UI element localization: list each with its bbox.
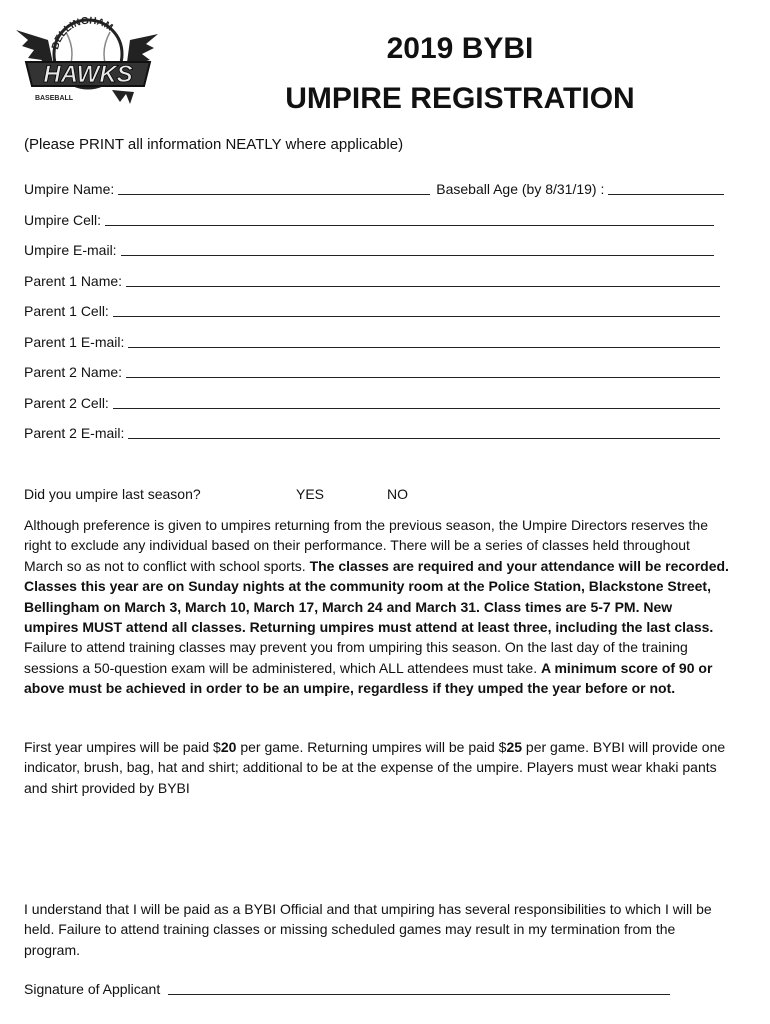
question-text: Did you umpire last season? — [24, 486, 201, 502]
policy-paragraph — [24, 515, 730, 699]
policy-text-1: Although preference is given to umpires returning from the previous season, the Umpire Directors reserves the right to exclude any individual based on their performance. There will be a series of classes held throughout March so as not to conflict with school sports. — [24, 517, 708, 574]
umpire-email-label: Umpire E-mail: — [24, 242, 117, 258]
logo-top-text: BELLINGHAM — [50, 15, 115, 51]
logo-main-text: HAWKS — [43, 61, 133, 88]
parent2-name-label: Parent 2 Name: — [24, 364, 123, 380]
parent2-email-field[interactable] — [128, 424, 720, 439]
first-year-pay: 20 — [220, 739, 237, 755]
signature-row — [24, 980, 670, 997]
policy-text-minimum-score: A minimum score of 90 or above must be achieved in order to be an umpire, regardless if they umped the year before or not. — [24, 659, 713, 697]
pay-text-1: First year umpires will be paid $ — [24, 739, 221, 755]
parent1-cell-row — [24, 302, 720, 319]
logo-talon — [112, 90, 134, 104]
umpire-cell-field[interactable] — [105, 211, 714, 226]
page-title-year: 2019 BYBI — [386, 32, 534, 65]
umpire-cell-row — [24, 211, 714, 228]
umpire-name-row — [24, 180, 724, 197]
parent1-name-row — [24, 272, 720, 289]
umpire-email-field[interactable] — [121, 241, 714, 256]
policy-text-3: Failure to attend training classes may prevent you from umpiring this season. On the last day of the training sessions a 50-question exam will be administered, which ALL attendees must take. — [24, 639, 688, 676]
umpire-name-field[interactable] — [118, 180, 430, 195]
parent2-email-label: Parent 2 E-mail: — [24, 425, 125, 441]
parent2-cell-row — [24, 394, 720, 411]
parent1-name-field[interactable] — [126, 272, 720, 287]
logo-bottom-text: BASEBALL — [34, 95, 74, 102]
pay-paragraph — [24, 737, 730, 798]
parent2-cell-label: Parent 2 Cell: — [24, 395, 109, 411]
instructions-text: (Please PRINT all information NEATLY where applicable) — [24, 136, 404, 153]
signature-label: Signature of Applicant — [24, 981, 161, 997]
parent1-cell-field[interactable] — [113, 302, 720, 317]
pay-text-3: per game. BYBI will provide one indicator, brush, bag, hat and shirt; additional to be at the expense of the umpire. Players must wear khaki pants and shirt provided by BYBI — [24, 739, 726, 796]
page-title: UMPIRE REGISTRATION — [285, 82, 635, 115]
yes-option[interactable]: YES — [296, 486, 325, 502]
umpire-cell-label: Umpire Cell: — [24, 212, 102, 228]
parent1-name-label: Parent 1 Name: — [24, 273, 123, 289]
parent2-email-row — [24, 424, 720, 441]
parent2-name-field[interactable] — [126, 363, 720, 378]
no-option[interactable]: NO — [387, 486, 408, 502]
parent1-cell-label: Parent 1 Cell: — [24, 303, 109, 319]
parent1-email-field[interactable] — [128, 333, 720, 348]
signature-field[interactable] — [168, 980, 670, 995]
parent1-email-label: Parent 1 E-mail: — [24, 334, 125, 350]
pay-text-2: per game. Returning umpires will be paid $ — [236, 739, 507, 755]
policy-text-required: The classes are required and your attendance will be recorded. Classes this year are on Sunday nights at the community room at the Police Station, Blackstone Street, Bellingham on March 3, March 10, March 17, March 24 and March 31. Class times are 5-7 PM. New umpires MUST attend all classes. Returning umpires must attend at least three, including the last class. — [24, 557, 729, 636]
returning-pay: 25 — [506, 739, 523, 755]
title-block — [270, 24, 650, 124]
umpire-name-label: Umpire Name: — [24, 181, 115, 197]
bellingham-hawks-logo — [8, 10, 166, 110]
baseball-age-label: Baseball Age (by 8/31/19) : — [436, 181, 605, 197]
parent2-cell-field[interactable] — [113, 394, 720, 409]
umpire-email-row — [24, 241, 714, 258]
acknowledgement-paragraph: I understand that I will be paid as a BYBI Official and that umpiring has several responsibilities to which I will be held. Failure to attend training classes or missing scheduled games may result in my termination from the program. — [24, 901, 712, 958]
parent2-name-row — [24, 363, 720, 380]
parent1-email-row — [24, 333, 720, 350]
baseball-age-field[interactable] — [608, 180, 724, 195]
